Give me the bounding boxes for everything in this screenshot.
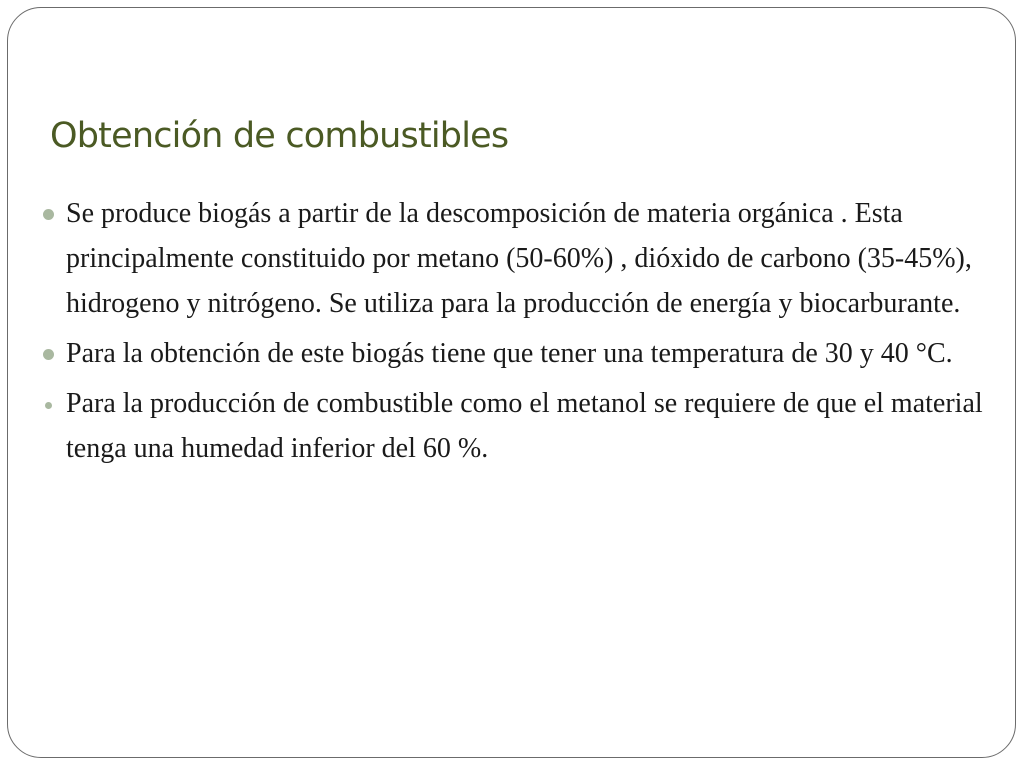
bullet-dot-icon: [43, 209, 54, 220]
bullet-list: [40, 191, 985, 476]
bullet-item: [40, 191, 985, 326]
bullet-text: Para la producción de combustible como el metanol se requiere de que el material tenga una humedad inferior del 60 %.: [66, 388, 983, 464]
bullet-text: Se produce biogás a partir de la descomposición de materia orgánica . Esta principalmente constituido por metano (50-60%) , dióxido de carbono (35-45%), hidrogeno y nitrógeno. Se utiliza para la producción de energía y biocarburante.: [66, 198, 972, 319]
bullet-dot-icon: [45, 402, 52, 409]
slide-title: Obtención de combustibles: [50, 116, 509, 156]
bullet-item: [40, 331, 985, 376]
bullet-text: Para la obtención de este biogás tiene que tener una temperatura de 30 y 40 °C.: [66, 338, 953, 369]
bullet-dot-icon: [43, 349, 54, 360]
bullet-item: [40, 381, 985, 471]
